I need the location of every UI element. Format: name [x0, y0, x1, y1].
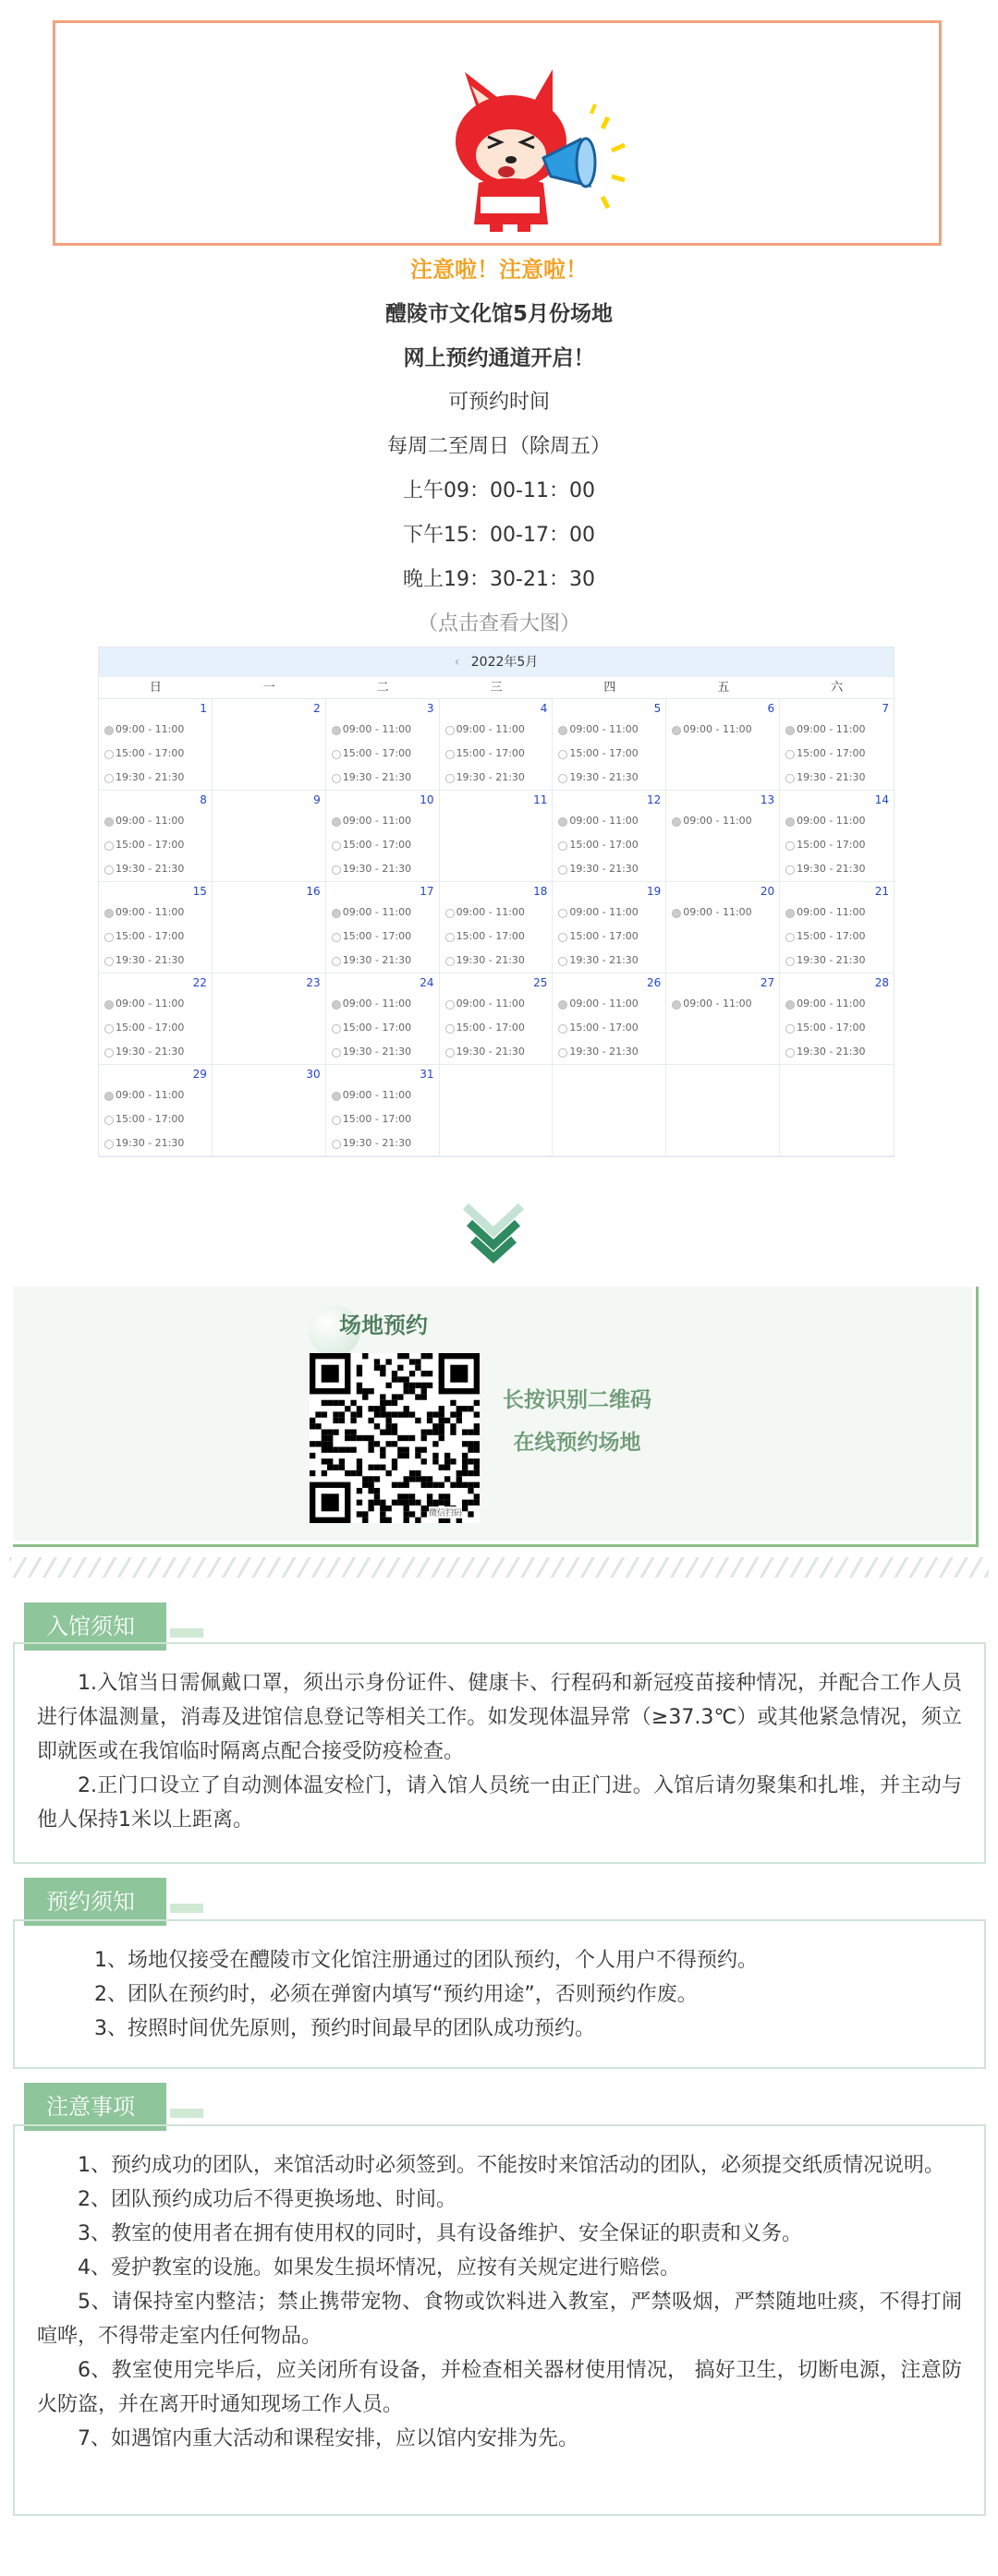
calendar-day-cell[interactable]: [666, 791, 780, 882]
time-slot-radio[interactable]: 19:30 - 21:30: [553, 949, 665, 973]
dashed-divider: [9, 1557, 989, 1578]
time-slot-radio[interactable]: 19:30 - 21:30: [553, 857, 665, 881]
time-slot-radio[interactable]: 09:00 - 11:00: [553, 718, 665, 742]
note-1: 1、预约成功的团队，来馆活动时必须签到。不能按时来馆活动的团队，必须提交纸质情况说明。: [78, 2154, 945, 2177]
time-slot-radio[interactable]: 09:00 - 11:00: [99, 809, 212, 833]
day-number: 30: [306, 1068, 321, 1081]
evening-hours: 晚上19：30-21：30: [403, 568, 595, 591]
time-slot-radio[interactable]: 19:30 - 21:30: [326, 949, 439, 973]
calendar-day-cell[interactable]: [780, 882, 894, 974]
note-3: 3、教室的使用者在拥有使用权的同时，具有设备维护、安全保证的职责和义务。: [78, 2222, 802, 2245]
booking-title: 预约须知: [46, 1889, 135, 1915]
weekday-label: 五: [717, 681, 730, 695]
calendar-header: [99, 647, 894, 677]
instruction-line-1: 长按识别二维码: [503, 1388, 651, 1412]
time-slot-radio[interactable]: 09:00 - 11:00: [666, 901, 779, 925]
booking-rule-1: 1、场地仅接受在醴陵市文化馆注册通过的团队预约，个人用户不得预约。: [94, 1949, 758, 1972]
calendar-day-cell: [440, 791, 554, 882]
calendar-day-cell[interactable]: [780, 699, 894, 791]
time-slot-radio[interactable]: 09:00 - 11:00: [326, 901, 439, 925]
calendar-month-label: 2022年5月: [470, 655, 539, 670]
time-slot-radio[interactable]: 09:00 - 11:00: [780, 809, 894, 833]
time-slot-radio[interactable]: 15:00 - 17:00: [780, 925, 894, 949]
calendar-day-cell[interactable]: [666, 699, 780, 791]
day-number: 9: [313, 793, 321, 806]
calendar-day-cell: [780, 1065, 894, 1156]
time-slot-radio[interactable]: 09:00 - 11:00: [780, 992, 894, 1016]
day-number: 13: [760, 793, 775, 806]
day-number: 25: [533, 976, 548, 989]
time-slot-radio[interactable]: 09:00 - 11:00: [553, 901, 665, 925]
weekday-label: 六: [831, 681, 844, 695]
time-slot-radio[interactable]: 15:00 - 17:00: [99, 1107, 212, 1131]
entry-rule-2: 2.正门口设立了自动测体温安检门，请入馆人员统一由正门进。入馆后请勿聚集和扎堆，并主动与他人保持1米以上距离。: [37, 1774, 962, 1832]
time-slot-radio[interactable]: 15:00 - 17:00: [99, 925, 212, 949]
time-slot-radio[interactable]: 15:00 - 17:00: [440, 742, 553, 766]
calendar-day-cell[interactable]: [666, 974, 780, 1065]
calendar-day-cell: [213, 699, 326, 791]
calendar-day-cell[interactable]: [440, 974, 554, 1065]
day-number: 22: [192, 976, 207, 989]
time-slot-radio[interactable]: 15:00 - 17:00: [780, 833, 894, 857]
headline-venue: 醴陵市文化馆5月份场地: [384, 302, 613, 326]
calendar-day-cell: [213, 974, 326, 1065]
day-number: 17: [420, 885, 434, 898]
booking-calendar[interactable]: [98, 647, 895, 1157]
reservation-instructions: [503, 1379, 651, 1464]
entry-title: 入馆须知: [46, 1614, 135, 1639]
entry-rules-box: [13, 1642, 986, 1864]
day-number: 27: [760, 976, 775, 989]
time-slot-radio[interactable]: 15:00 - 17:00: [553, 925, 665, 949]
day-number: 7: [882, 702, 889, 715]
hours-title: 可预约时间: [447, 391, 550, 414]
header-banner: [53, 20, 942, 246]
day-number: 23: [306, 976, 321, 989]
weekday-label: 二: [376, 681, 389, 695]
time-slot-radio[interactable]: 19:30 - 21:30: [99, 766, 212, 790]
day-number: 12: [647, 793, 662, 806]
available-days: 每周二至周日（除周五）: [386, 435, 611, 458]
day-number: 8: [200, 793, 207, 806]
prev-month-icon[interactable]: ‹: [454, 655, 460, 670]
time-slot-radio[interactable]: 09:00 - 11:00: [780, 718, 894, 742]
enlarge-hint: （点击查看大图）: [417, 612, 580, 635]
time-slot-radio[interactable]: 19:30 - 21:30: [326, 857, 439, 881]
calendar-day-cell[interactable]: [553, 699, 666, 791]
day-number: 16: [306, 885, 321, 898]
time-slot-radio[interactable]: 15:00 - 17:00: [99, 742, 212, 766]
time-slot-radio[interactable]: 15:00 - 17:00: [326, 1107, 439, 1131]
time-slot-radio[interactable]: 15:00 - 17:00: [99, 1016, 212, 1040]
day-number: 4: [540, 702, 548, 715]
calendar-day-cell[interactable]: [326, 791, 440, 882]
fox-megaphone-mascot: [414, 49, 636, 234]
afternoon-hours: 下午15：00-17：00: [403, 524, 595, 547]
booking-rule-2: 2、团队在预约时，必须在弹窗内填写“预约用途”，否则预约作废。: [94, 1983, 698, 2006]
time-slot-radio[interactable]: 19:30 - 21:30: [326, 1040, 439, 1064]
day-number: 20: [760, 885, 775, 898]
calendar-day-cell: [666, 1065, 780, 1156]
time-slot-radio[interactable]: 19:30 - 21:30: [99, 857, 212, 881]
note-5: 5、请保持室内整洁；禁止携带宠物、食物或饮料进入教室，严禁吸烟，严禁随地吐痰，不得打闹喧哗，不得带走室内任何物品。: [37, 2291, 962, 2348]
time-slot-radio[interactable]: 15:00 - 17:00: [780, 1016, 894, 1040]
time-slot-radio[interactable]: 15:00 - 17:00: [440, 925, 553, 949]
calendar-day-cell[interactable]: [553, 791, 666, 882]
calendar-day-cell[interactable]: [99, 882, 213, 974]
time-slot-radio[interactable]: 19:30 - 21:30: [780, 1040, 894, 1064]
time-slot-radio[interactable]: 09:00 - 11:00: [99, 992, 212, 1016]
calendar-day-cell: [213, 791, 326, 882]
day-number: 18: [533, 885, 548, 898]
calendar-day-cell: [440, 1065, 554, 1156]
time-slot-radio[interactable]: 09:00 - 11:00: [99, 718, 212, 742]
day-number: 29: [192, 1068, 207, 1081]
time-slot-radio[interactable]: 15:00 - 17:00: [326, 833, 439, 857]
time-slot-radio[interactable]: 19:30 - 21:30: [780, 766, 894, 790]
calendar-day-cell[interactable]: [780, 791, 894, 882]
time-slot-radio[interactable]: 19:30 - 21:30: [326, 1131, 439, 1155]
note-7: 7、如遇馆内重大活动和课程安排，应以馆内安排为先。: [78, 2427, 578, 2450]
calendar-day-cell: [213, 882, 326, 974]
calendar-day-cell[interactable]: [326, 699, 440, 791]
time-slot-radio[interactable]: 19:30 - 21:30: [780, 949, 894, 973]
qr-caption: 微信扫码: [429, 1506, 462, 1518]
weekday-label: 四: [603, 681, 616, 695]
notes-box: [13, 2124, 986, 2516]
calendar-day-cell: [213, 1065, 326, 1156]
calendar-day-cell[interactable]: [99, 1065, 213, 1156]
time-slot-radio[interactable]: 19:30 - 21:30: [326, 766, 439, 790]
reservation-title: 场地预约: [339, 1312, 428, 1338]
time-slot-radio[interactable]: 09:00 - 11:00: [440, 992, 553, 1016]
day-number: 6: [767, 702, 775, 715]
calendar-day-cell[interactable]: [553, 882, 666, 974]
time-slot-radio[interactable]: 19:30 - 21:30: [553, 766, 665, 790]
day-number: 10: [420, 793, 434, 806]
day-number: 21: [874, 885, 889, 898]
notes-title: 注意事项: [46, 2094, 135, 2120]
time-slot-radio[interactable]: 09:00 - 11:00: [326, 1083, 439, 1107]
calendar-grid: [99, 699, 894, 1156]
intro-text: [0, 249, 998, 648]
time-slot-radio[interactable]: 09:00 - 11:00: [666, 809, 779, 833]
calendar-day-cell[interactable]: [780, 974, 894, 1065]
time-slot-radio[interactable]: 09:00 - 11:00: [553, 992, 665, 1016]
calendar-day-cell[interactable]: [99, 791, 213, 882]
time-slot-radio[interactable]: 09:00 - 11:00: [666, 718, 779, 742]
time-slot-radio[interactable]: 19:30 - 21:30: [440, 1040, 553, 1064]
day-number: 26: [647, 976, 662, 989]
calendar-day-cell[interactable]: [99, 974, 213, 1065]
note-4: 4、爱护教室的设施。如果发生损坏情况，应按有关规定进行赔偿。: [78, 2256, 680, 2280]
calendar-day-cell[interactable]: [326, 974, 440, 1065]
time-slot-radio[interactable]: 15:00 - 17:00: [326, 925, 439, 949]
calendar-weekdays: [99, 677, 894, 699]
calendar-day-cell[interactable]: [440, 882, 554, 974]
weekday-label: 日: [149, 681, 162, 695]
time-slot-radio[interactable]: 09:00 - 11:00: [326, 992, 439, 1016]
time-slot-radio[interactable]: 09:00 - 11:00: [99, 901, 212, 925]
calendar-day-cell[interactable]: [326, 1065, 440, 1156]
day-number: 3: [426, 702, 434, 715]
calendar-day-cell[interactable]: [440, 699, 554, 791]
note-6: 6、教室使用完毕后，应关闭所有设备，并检查相关器材使用情况， 搞好卫生，切断电源，注意防火防盗，并在离开时通知现场工作人员。: [37, 2359, 962, 2416]
alert-heading: 注意啦！注意啦！: [410, 257, 588, 283]
day-number: 15: [192, 885, 207, 898]
time-slot-radio[interactable]: 19:30 - 21:30: [99, 1131, 212, 1155]
time-slot-radio[interactable]: 15:00 - 17:00: [553, 833, 665, 857]
calendar-day-cell: [553, 1065, 666, 1156]
time-slot-radio[interactable]: 09:00 - 11:00: [553, 809, 665, 833]
instruction-line-2: 在线预约场地: [513, 1431, 641, 1455]
day-number: 28: [874, 976, 889, 989]
calendar-day-cell[interactable]: [666, 882, 780, 974]
day-number: 24: [420, 976, 434, 989]
time-slot-radio[interactable]: 15:00 - 17:00: [553, 742, 665, 766]
time-slot-radio[interactable]: 19:30 - 21:30: [99, 1040, 212, 1064]
time-slot-radio[interactable]: 15:00 - 17:00: [99, 833, 212, 857]
morning-hours: 上午09：00-11：00: [403, 479, 595, 502]
time-slot-radio[interactable]: 15:00 - 17:00: [780, 742, 894, 766]
qr-code[interactable]: [310, 1353, 480, 1523]
time-slot-radio[interactable]: 09:00 - 11:00: [780, 901, 894, 925]
reservation-card: [13, 1287, 979, 1547]
calendar-day-cell[interactable]: [326, 882, 440, 974]
day-number: 31: [420, 1068, 434, 1081]
time-slot-radio[interactable]: 15:00 - 17:00: [326, 742, 439, 766]
calendar-day-cell[interactable]: [99, 699, 213, 791]
time-slot-radio[interactable]: 15:00 - 17:00: [326, 1016, 439, 1040]
time-slot-radio[interactable]: 09:00 - 11:00: [666, 992, 779, 1016]
time-slot-radio[interactable]: 09:00 - 11:00: [99, 1083, 212, 1107]
weekday-label: 三: [490, 681, 503, 695]
day-number: 5: [653, 702, 662, 715]
headline-open: 网上预约通道开启！: [403, 346, 595, 370]
calendar-day-cell[interactable]: [553, 974, 666, 1065]
time-slot-radio[interactable]: 19:30 - 21:30: [440, 766, 553, 790]
time-slot-radio[interactable]: 09:00 - 11:00: [440, 718, 553, 742]
time-slot-radio[interactable]: 15:00 - 17:00: [553, 1016, 665, 1040]
note-2: 2、团队预约成功后不得更换场地、时间。: [78, 2188, 456, 2211]
weekday-label: 一: [262, 681, 275, 695]
time-slot-radio[interactable]: 09:00 - 11:00: [326, 718, 439, 742]
day-number: 11: [533, 793, 548, 806]
day-number: 1: [200, 702, 207, 715]
double-chevron-down-icon: [460, 1201, 527, 1264]
day-number: 2: [313, 702, 321, 715]
time-slot-radio[interactable]: 09:00 - 11:00: [326, 809, 439, 833]
booking-rule-3: 3、按照时间优先原则，预约时间最早的团队成功预约。: [94, 2017, 595, 2040]
time-slot-radio[interactable]: 19:30 - 21:30: [99, 949, 212, 973]
booking-rules-box: [13, 1919, 986, 2069]
day-number: 14: [874, 793, 889, 806]
time-slot-radio[interactable]: 09:00 - 11:00: [440, 901, 553, 925]
day-number: 19: [647, 885, 662, 898]
time-slot-radio[interactable]: 15:00 - 17:00: [440, 1016, 553, 1040]
time-slot-radio[interactable]: 19:30 - 21:30: [780, 857, 894, 881]
time-slot-radio[interactable]: 19:30 - 21:30: [440, 949, 553, 973]
time-slot-radio[interactable]: 19:30 - 21:30: [553, 1040, 665, 1064]
entry-rule-1: 1.入馆当日需佩戴口罩，须出示身份证件、健康卡、行程码和新冠疫苗接种情况，并配合工作人员进行体温测量，消毒及进馆信息登记等相关工作。如发现体温异常（≥37.3℃）或其他紧急情况，须立即就医或在我馆临时隔离点配合接受防疫检查。: [37, 1672, 962, 1763]
